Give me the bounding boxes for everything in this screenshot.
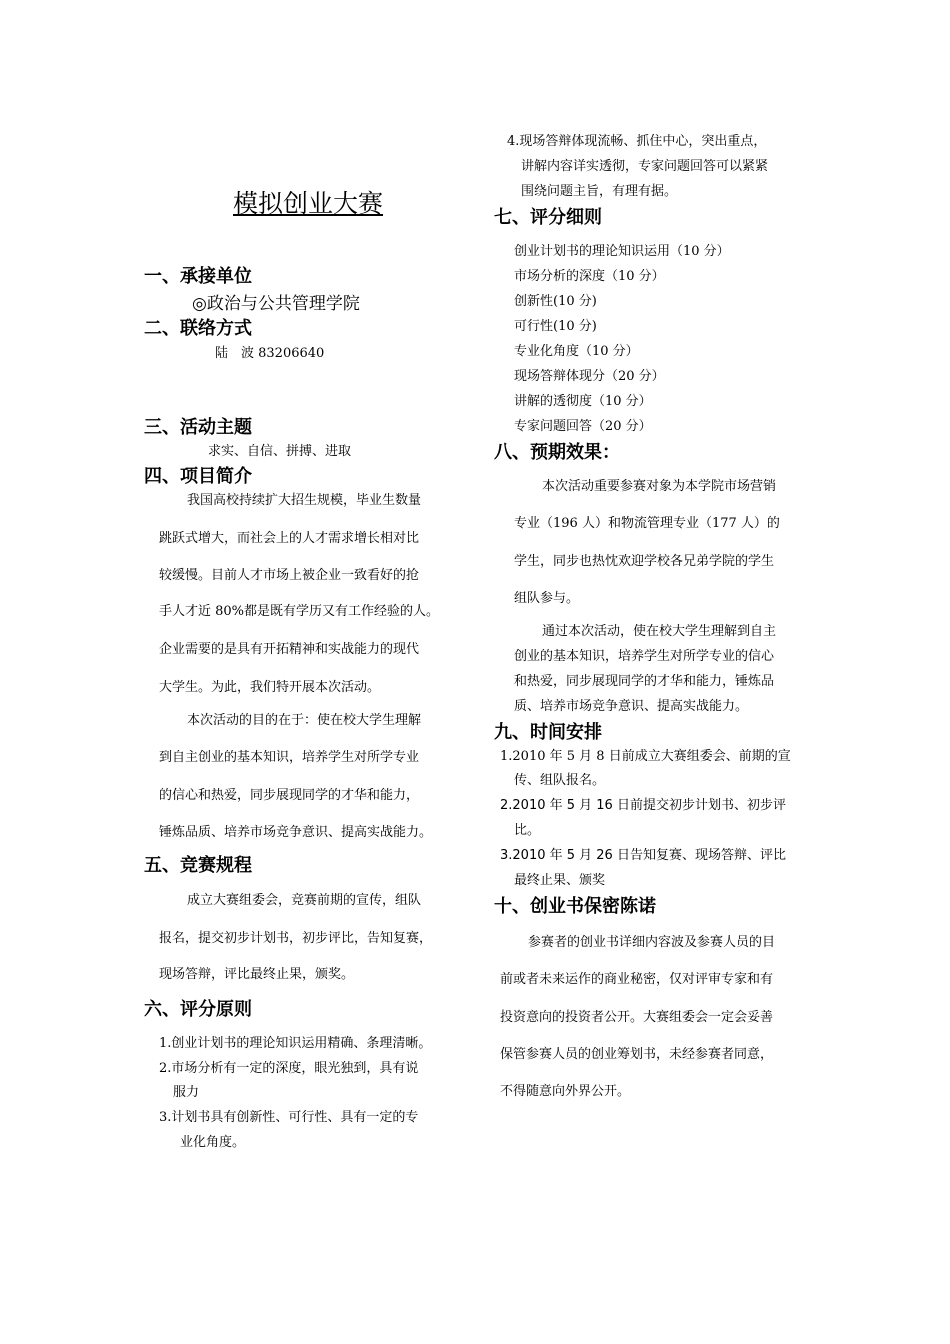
list-item-continued: 服力 [173,1085,200,1100]
paragraph-line: 本次活动的目的在于：使在校大学生理解 [187,713,422,728]
paragraph-line: 锤炼品质、培养市场竞争意识、提高实战能力。 [159,825,433,840]
section-heading-undertaking-unit: 一、承接单位 [144,266,252,287]
paragraph-line: 成立大赛组委会，竞赛前期的宣传，组队 [187,893,422,908]
paragraph-line: 专业（196 人）和物流管理专业（177 人）的 [514,516,780,531]
scoring-item: 可行性(10 分) [514,319,597,334]
undertaking-unit-text: ◎政治与公共管理学院 [192,294,360,314]
list-item: 2.市场分析有一定的深度，眼光独到，具有说 [159,1061,419,1076]
list-item-continued: 围绕问题主旨，有理有据。 [521,184,678,199]
list-item: 1.创业计划书的理论知识运用精确、条理清晰。 [159,1036,432,1051]
scoring-item: 创新性(10 分) [514,294,597,309]
paragraph-line: 企业需要的是具有开拓精神和实战能力的现代 [159,642,420,657]
list-item: 4.现场答辩体现流畅、抓住中心，突出重点， [507,134,767,149]
scoring-item: 现场答辩体现分（20 分） [514,369,665,384]
schedule-item-continued: 最终止果、颁奖 [514,873,606,888]
paragraph-line: 报名，提交初步计划书，初步评比，告知复赛， [159,931,433,946]
paragraph-line: 我国高校持续扩大招生规模，毕业生数量 [187,493,422,508]
section-heading-project-intro: 四、项目简介 [144,466,252,487]
schedule-item: 1.2010 年 5 月 8 日前成立大赛组委会、前期的宣 [500,749,791,764]
paragraph-line: 本次活动重要参赛对象为本学院市场营销 [542,479,777,494]
scoring-item: 专业化角度（10 分） [514,344,639,359]
paragraph-line: 现场答辩，评比最终止果，颁奖。 [159,967,355,982]
list-item: 3.计划书具有创新性、可行性、具有一定的专 [159,1110,419,1125]
scoring-item: 专家问题回答（20 分） [514,419,652,434]
section-heading-expected-effect: 八、预期效果： [494,442,620,463]
paragraph-line: 学生，同步也热忱欢迎学校各兄弟学院的学生 [514,554,775,569]
paragraph-line: 手人才近 80%都是既有学历又有工作经验的人。 [159,604,440,619]
page-title: 模拟创业大赛 [233,189,384,218]
list-item-continued: 业化角度。 [180,1135,246,1150]
schedule-item: 3.2010 年 5 月 26 日告知复赛、现场答辩、评比 [500,848,786,863]
contact-text: 陆 波 83206640 [215,346,325,361]
paragraph-line: 较缓慢。目前人才市场上被企业一致看好的抢 [159,568,420,583]
scoring-item: 创业计划书的理论知识运用（10 分） [514,244,730,259]
paragraph-line: 和热爱，同步展现同学的才华和能力，锤炼品 [514,674,775,689]
section-heading-confidentiality: 十、创业书保密陈诺 [494,896,656,917]
paragraph-line: 的信心和热爱，同步展现同学的才华和能力， [159,788,420,803]
paragraph-line: 投资意向的投资者公开。大赛组委会一定会妥善 [500,1010,774,1025]
scoring-item: 讲解的透彻度（10 分） [514,394,652,409]
list-item-continued: 讲解内容详实透彻，专家问题回答可以紧紧 [521,159,769,174]
theme-text: 求实、自信、拼搏、进取 [208,444,352,459]
schedule-item: 2.2010 年 5 月 16 日前提交初步计划书、初步评 [500,798,786,813]
paragraph-line: 质、培养市场竞争意识、提高实战能力。 [514,699,749,714]
paragraph-line: 参赛者的创业书详细内容波及参赛人员的目 [528,935,776,950]
scoring-item: 市场分析的深度（10 分） [514,269,665,284]
paragraph-line: 创业的基本知识，培养学生对所学专业的信心 [514,649,775,664]
schedule-item-continued: 比。 [514,823,541,838]
paragraph-line: 不得随意向外界公开。 [500,1084,631,1099]
paragraph-line: 大学生。为此，我们特开展本次活动。 [159,680,381,695]
paragraph-line: 跳跃式增大，而社会上的人才需求增长相对比 [159,531,420,546]
section-heading-scoring-principles: 六、评分原则 [144,999,252,1020]
schedule-item-continued: 传、组队报名。 [514,773,606,788]
paragraph-line: 前或者未来运作的商业秘密，仅对评审专家和有 [500,972,774,987]
section-heading-competition-rules: 五、竞赛规程 [144,855,252,876]
paragraph-line: 保管参赛人员的创业筹划书，未经参赛者同意， [500,1047,774,1062]
paragraph-line: 到自主创业的基本知识，培养学生对所学专业 [159,750,420,765]
paragraph-line: 组队参与。 [514,591,580,606]
section-heading-contact: 二、联络方式 [144,318,252,339]
section-heading-schedule: 九、时间安排 [494,722,602,743]
section-heading-theme: 三、活动主题 [144,417,252,438]
paragraph-line: 通过本次活动，使在校大学生理解到自主 [542,624,777,639]
section-heading-scoring-rules: 七、评分细则 [494,207,602,228]
